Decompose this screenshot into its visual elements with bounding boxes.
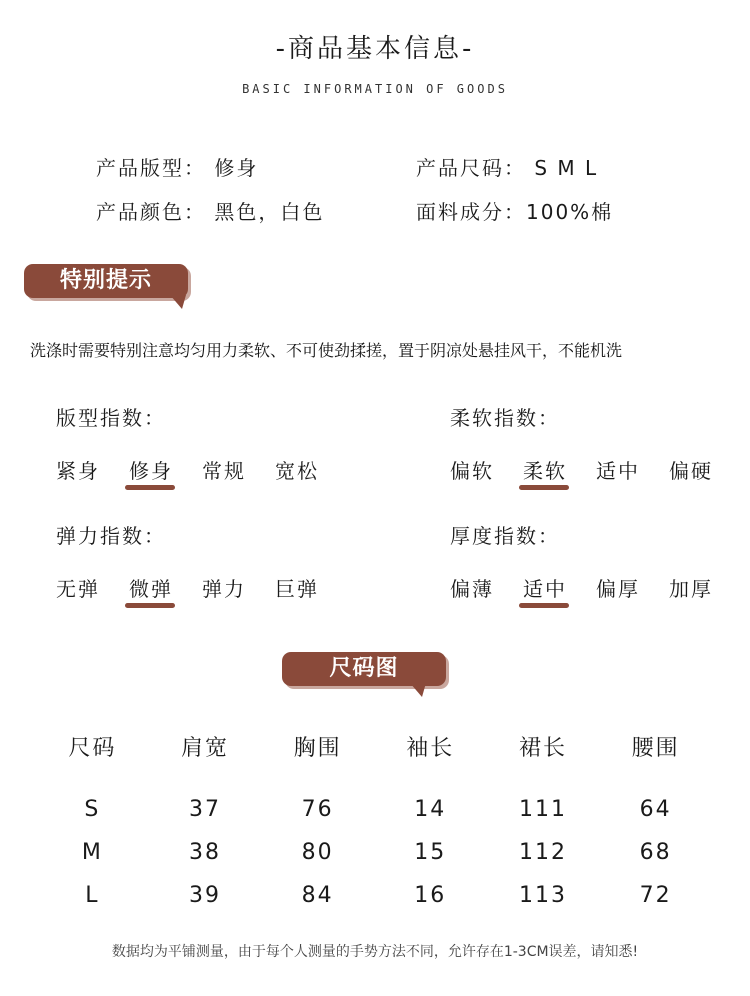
product-color: 产品颜色： 黑色，白色 <box>96 200 325 224</box>
sleeve-cell: 14 <box>414 797 447 822</box>
col-header-shoulder: 肩宽 <box>180 735 229 761</box>
waist-cell: 64 <box>639 797 672 822</box>
thickness-option: 加厚 <box>669 577 713 601</box>
softness-index <box>450 402 742 484</box>
measurement-footnote: 数据均为平铺测量，由于每个人测量的手势方法不同，允许存在1-3CM误差，请知悉! <box>111 944 639 960</box>
thickness-index-title: 厚度指数： <box>450 524 560 548</box>
waist-cell: 72 <box>639 883 672 908</box>
elasticity-option: 巨弹 <box>275 577 319 601</box>
chest-cell: 76 <box>301 797 334 822</box>
fit-index-title: 版型指数： <box>56 406 166 430</box>
thickness-index <box>450 520 742 602</box>
skirt-length-cell: 113 <box>518 883 567 908</box>
care-notice: 洗涤时需要特别注意均匀用力柔软、不可使劲揉搓，置于阴凉处悬挂风干，不能机洗 <box>30 341 623 360</box>
thickness-option: 偏薄 <box>450 577 494 601</box>
softness-option: 偏软 <box>450 459 494 483</box>
elasticity-option-selected: 微弹 <box>129 573 202 602</box>
fit-option-selected: 修身 <box>129 455 202 484</box>
softness-option: 偏硬 <box>669 459 713 483</box>
shoulder-cell: 39 <box>188 883 221 908</box>
softness-option-selected: 柔软 <box>523 455 596 484</box>
table-row <box>36 831 712 874</box>
table-row <box>36 788 712 831</box>
table-row <box>36 874 712 917</box>
fit-option: 宽松 <box>275 459 319 483</box>
special-notice-label: 特别提示 <box>24 264 188 298</box>
fit-option: 常规 <box>202 459 246 483</box>
page-title: -商品基本信息- <box>275 34 475 64</box>
elasticity-option: 无弹 <box>56 577 100 601</box>
product-size: 产品尺码： S M L <box>416 156 599 180</box>
elasticity-option: 弹力 <box>202 577 246 601</box>
col-header-sleeve: 袖长 <box>406 735 455 761</box>
size-chart-banner <box>282 652 452 692</box>
col-header-skirt-length: 裙长 <box>518 735 567 761</box>
selection-underline <box>519 485 569 490</box>
product-fit: 产品版型： 修身 <box>96 156 259 180</box>
fit-option: 紧身 <box>56 459 100 483</box>
shoulder-cell: 38 <box>188 840 221 865</box>
skirt-length-cell: 111 <box>518 797 567 822</box>
special-notice-banner <box>24 264 194 304</box>
elasticity-index <box>56 520 348 602</box>
softness-index-title: 柔软指数： <box>450 406 560 430</box>
sleeve-cell: 16 <box>414 883 447 908</box>
sleeve-cell: 15 <box>414 840 447 865</box>
skirt-length-cell: 112 <box>518 840 567 865</box>
elasticity-index-options <box>56 573 348 602</box>
col-header-size: 尺码 <box>68 735 117 761</box>
size-chart-label: 尺码图 <box>282 652 446 686</box>
product-fabric: 面料成分：100%棉 <box>416 200 614 224</box>
thickness-option-selected: 适中 <box>523 573 596 602</box>
elasticity-index-title: 弹力指数： <box>56 524 166 548</box>
softness-option: 适中 <box>596 459 640 483</box>
thickness-index-options <box>450 573 742 602</box>
fit-index-options <box>56 455 348 484</box>
banner-tail <box>410 683 426 697</box>
size-cell: S <box>84 797 101 822</box>
shoulder-cell: 37 <box>188 797 221 822</box>
size-cell: L <box>85 883 100 908</box>
selection-underline <box>125 485 175 490</box>
selection-underline <box>519 603 569 608</box>
chest-cell: 80 <box>301 840 334 865</box>
size-cell: M <box>81 840 103 865</box>
selection-underline <box>125 603 175 608</box>
page-subtitle: BASIC INFORMATION OF GOODS <box>242 82 508 96</box>
chest-cell: 84 <box>301 883 334 908</box>
fit-index <box>56 402 348 484</box>
col-header-waist: 腰围 <box>631 735 680 761</box>
waist-cell: 68 <box>639 840 672 865</box>
softness-index-options <box>450 455 742 484</box>
size-table <box>36 728 712 917</box>
size-table-header-row <box>36 728 712 764</box>
thickness-option: 偏厚 <box>596 577 640 601</box>
col-header-chest: 胸围 <box>293 735 342 761</box>
banner-tail <box>170 295 186 309</box>
